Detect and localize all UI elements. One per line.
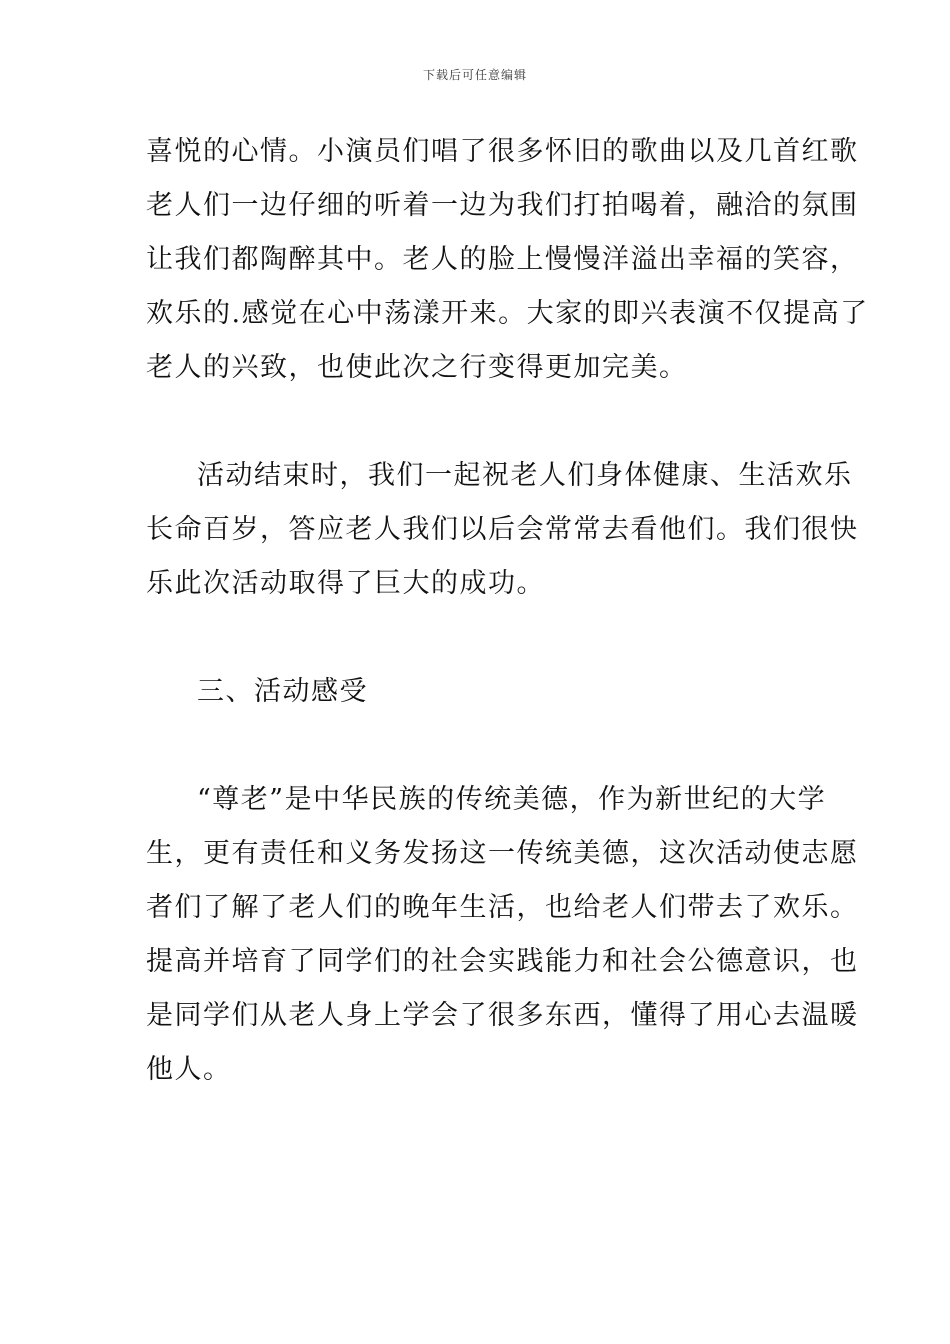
- section-heading: [146, 665, 814, 719]
- text-line: 提高并培育了同学们的社会实践能力和社会公德意识，也: [146, 946, 859, 977]
- text-line: 老人的兴致，也使此次之行变得更加完美。: [146, 352, 688, 383]
- paragraph-spacer: [146, 395, 814, 449]
- text-line: 长命百岁，答应老人我们以后会常常去看他们。我们很快: [146, 514, 859, 545]
- text-line: 欢乐的.感觉在心中荡漾开来。大家的即兴表演不仅提高了: [146, 298, 869, 329]
- text-line: 是同学们从老人身上学会了很多东西，懂得了用心去温暖: [146, 1000, 859, 1031]
- heading-line: 三、活动感受: [197, 676, 368, 707]
- text-line: 让我们都陶醉其中。老人的脸上慢慢洋溢出幸福的笑容，: [146, 244, 859, 275]
- paragraph: [146, 449, 859, 611]
- text-line: “尊老”是中华民族的传统美德，作为新世纪的大学: [197, 784, 827, 815]
- paragraph-spacer: [146, 611, 814, 665]
- document-body: [146, 125, 869, 1097]
- page-header: 下载后可任意编辑: [422, 68, 527, 82]
- text-line: 老人们一边仔细的听着一边为我们打拍喝着，融洽的氛围: [146, 190, 859, 221]
- paragraph: [146, 773, 859, 1097]
- text-line: 活动结束时，我们一起祝老人们身体健康、生活欢乐: [197, 460, 853, 491]
- paragraph-spacer: [146, 719, 814, 773]
- text-line: 喜悦的心情。小演员们唱了很多怀旧的歌曲以及几首红歌: [146, 136, 859, 167]
- text-line: 他人。: [146, 1054, 232, 1085]
- text-line: 生，更有责任和义务发扬这一传统美德，这次活动使志愿: [146, 838, 859, 869]
- paragraph: [146, 125, 869, 395]
- text-line: 者们了解了老人们的晚年生活，也给老人们带去了欢乐。: [146, 892, 859, 923]
- text-line: 乐此次活动取得了巨大的成功。: [146, 568, 545, 599]
